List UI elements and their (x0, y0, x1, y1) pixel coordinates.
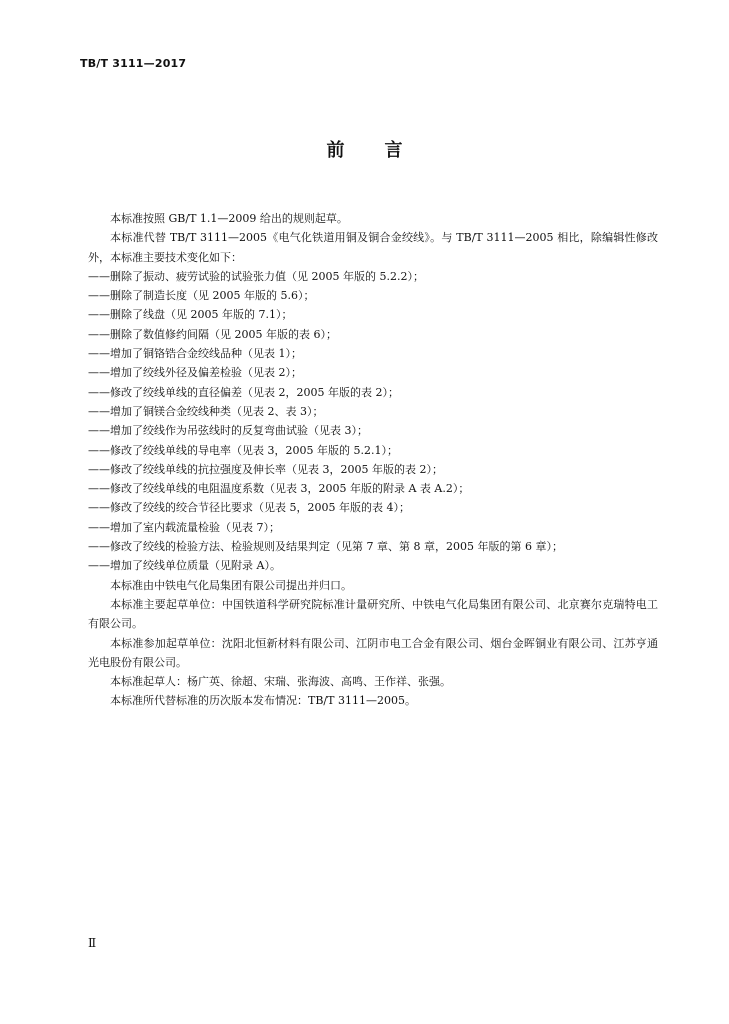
change-list-item: ——删除了振动、疲劳试验的试验张力值（见 2005 年版的 5.2.2）； (88, 269, 424, 283)
main-drafting-units-paragraph: 本标准主要起草单位：中国铁道科学研究院标准计量研究所、中铁电气化局集团有限公司、北京赛尔克瑞特电工有限公司。 (88, 597, 658, 631)
page-number: Ⅱ (88, 936, 97, 950)
previous-editions-paragraph: 本标准所代替标准的历次版本发布情况：TB/T 3111—2005。 (110, 694, 416, 708)
change-list-item: ——修改了绞线单线的直径偏差（见表 2，2005 年版的表 2）； (88, 385, 399, 399)
change-list-item: ——增加了绞线单位质量（见附录 A）。 (88, 559, 281, 573)
change-list-item: ——增加了绞线作为吊弦线时的反复弯曲试验（见表 3）； (88, 424, 368, 438)
standard-code-header: TB/T 3111—2017 (80, 57, 187, 70)
change-list-item: ——修改了绞线单线的导电率（见表 3，2005 年版的 5.2.1）； (88, 443, 398, 457)
change-list-item: ——删除了线盘（见 2005 年版的 7.1）； (88, 308, 293, 322)
change-list-item: ——删除了数值修约间隔（见 2005 年版的表 6）； (88, 327, 337, 341)
change-list-item: ——修改了绞线的检验方法、检验规则及结果判定（见第 7 章、第 8 章，2005 年版的第 6 章）； (88, 540, 563, 554)
change-list-item: ——增加了铜镁合金绞线种类（见表 2、表 3）； (88, 404, 324, 418)
participating-units-paragraph: 本标准参加起草单位：沈阳北恒新材料有限公司、江阴市电工合金有限公司、烟台金晖铜业有限公司、江苏亨通光电股份有限公司。 (88, 636, 658, 669)
change-list-item: ——增加了绞线外径及偏差检验（见表 2）； (88, 366, 302, 380)
change-list-item: ——删除了制造长度（见 2005 年版的 5.6）； (88, 289, 315, 303)
change-list-item: ——修改了绞线单线的抗拉强度及伸长率（见表 3，2005 年版的表 2）； (88, 462, 443, 476)
proposer-paragraph: 本标准由中铁电气化局集团有限公司提出并归口。 (110, 578, 352, 592)
intro-paragraph: 本标准代替 TB/T 3111—2005《电气化铁道用铜及铜合金绞线》。与 TB/T 3111—2005 相比，除编辑性修改外，本标准主要技术变化如下： (88, 231, 658, 264)
drafters-paragraph: 本标准起草人：杨广英、徐超、宋瑞、张海波、高鸣、王作祥、张强。 (110, 675, 451, 689)
change-list-item: ——修改了绞线的绞合节径比要求（见表 5，2005 年版的表 4）； (88, 501, 410, 515)
foreword-body (88, 209, 658, 711)
page-title: 前言 (326, 140, 443, 161)
intro-paragraph: 本标准按照 GB/T 1.1—2009 给出的规则起草。 (110, 212, 348, 225)
change-list-item: ——增加了室内载流量检验（见表 7）； (88, 520, 280, 534)
change-list-item: ——增加了铜铬锆合金绞线品种（见表 1）； (88, 347, 302, 361)
change-list-item: ——修改了绞线单线的电阻温度系数（见表 3，2005 年版的附录 A 表 A.2）； (88, 482, 470, 496)
